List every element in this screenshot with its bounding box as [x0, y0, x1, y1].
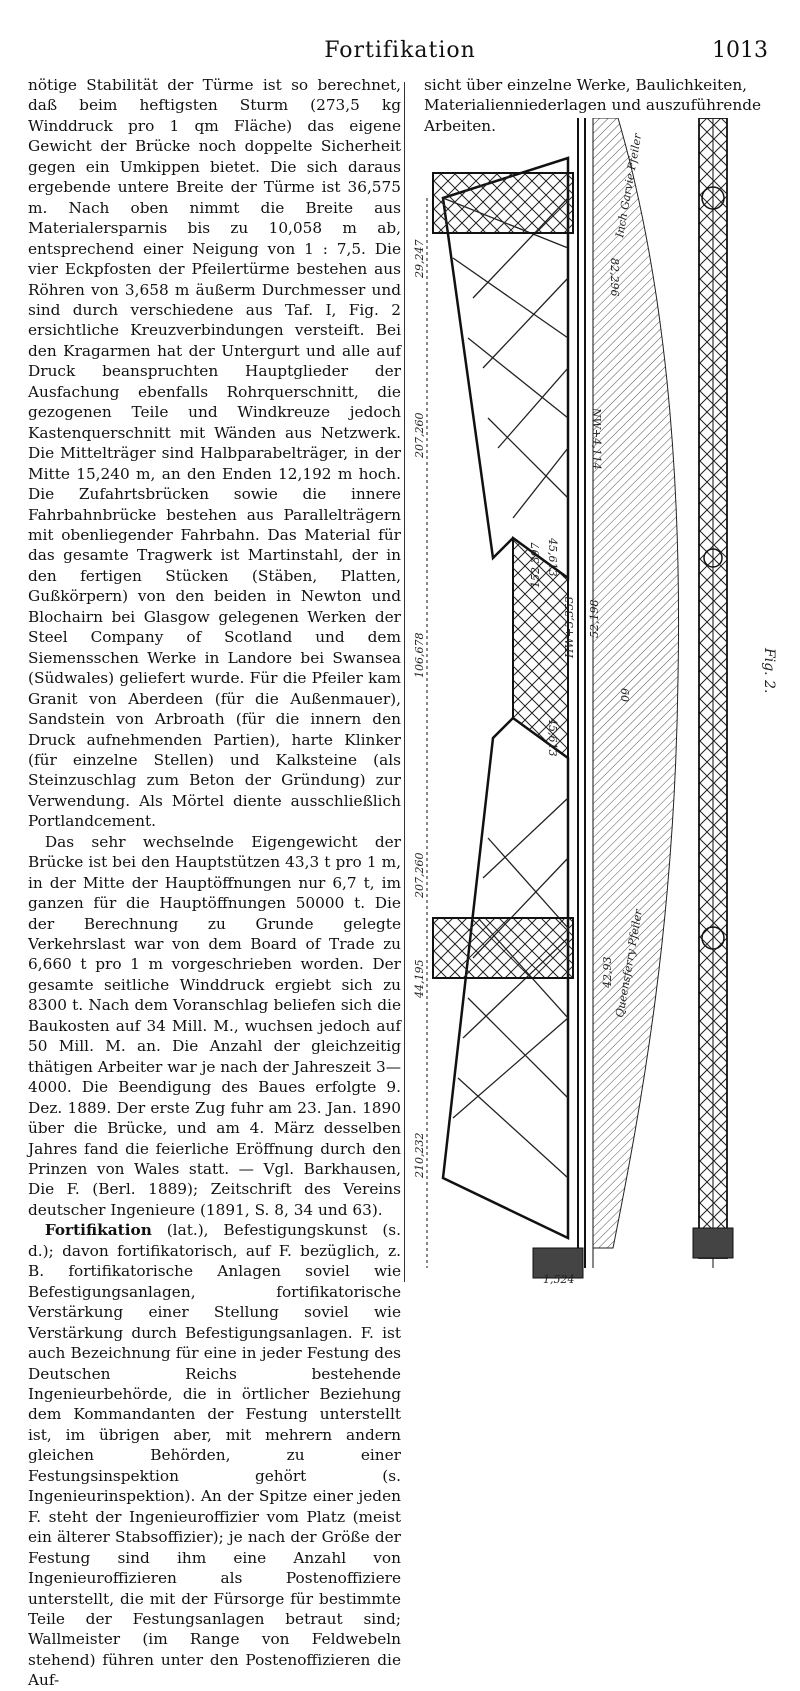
dim-centre-depth: 60	[618, 688, 631, 702]
column-divider	[404, 82, 405, 1282]
dim-upper-clearance: 45,613	[546, 538, 559, 577]
bridge-drawing	[413, 118, 795, 1288]
dim-lower-span: 207,260	[413, 852, 426, 898]
pier-label-lower: Queensferry Pfeiler	[613, 908, 645, 1019]
dictionary-entry	[28, 1220, 401, 1690]
water-strip	[593, 118, 679, 1248]
dim-bottom: 1,524	[543, 1273, 575, 1286]
dim-centre-height: 152,397	[529, 542, 542, 588]
dim-hw-level: HW+3,353	[563, 596, 576, 658]
right-column-text: sicht über einzelne Werke, Baulichkeiten, Materialienniederlagen und auszuführende Arbeiten.	[424, 76, 762, 135]
figure-caption: Fig. 2.	[761, 648, 777, 694]
left-column	[28, 75, 401, 1691]
dim-lower-pier-depth: 42,93	[601, 956, 614, 988]
dim-top-height: 29,247	[413, 239, 426, 278]
truss-upper-inner	[443, 198, 568, 518]
truss-lower-inner	[453, 798, 568, 1178]
entry-body: (lat.), Befestigungskunst (s. d.); davon fortifikatorisch, auf F. bezüglich, z. B. fortifikatorische Anlagen soviel wie Befestigungsanlagen, fortifikatorische Verstärkung einer Stellung soviel wie Verstärkung durch Befestigungsanlagen. F. ist auch Bezeichnung für eine in jeder Festung des Deutschen Reichs bestehende Ingenieurbehörde, die in örtlicher Beziehung dem Kommandanten der Festung unterstellt ist, im übrigen aber, mit mehrern andern gleichen Behörden, zu einer Festungsinspektion gehört (s. Ingenieurinspektion). An der Spitze einer jeden F. steht der Ingenieuroffizier vom Platz (meist ein älterer Stabsoffizier); je nach der Größe der Festung sind ihm eine Anzahl von Ingenieuroffizieren als Postenoffiziere unterstellt, die mit der Fürsorge für bestimmte Teile der Festungsanlagen betraut sind; Wallmeister (im Range von Feldwebeln stehend) führen unter den Postenoffizieren die Auf-	[28, 1221, 401, 1690]
page-number: 1013	[712, 38, 768, 63]
dim-inner-pier-top: 82,296	[608, 258, 621, 297]
side-view-body	[699, 118, 727, 1258]
dim-upper-span: 207,260	[413, 412, 426, 458]
running-title: Fortifikation	[324, 38, 476, 63]
paragraph-1: nötige Stabilität der Türme ist so berechnet, daß beim heftigsten Sturm (273,5 kg Winddruck pro 1 qm Fläche) das eigene Gewicht der Brücke noch doppelte Sicherheit gegen ein Umkippen bietet. Die sich daraus ergebende untere Breite der Türme ist 36,575 m. Nach oben nimmt die Breite aus Materialersparnis bis zu 10,058 m ab, entsprechend einer Neigung von 1 : 7,5. Die vier Eckpfosten der Pfeilertürme bestehen aus Röhren von 3,658 m äußerm Durchmesser und sind durch verschiedene aus Taf. I, Fig. 2 ersichtliche Kreuzverbindungen versteift. Bei den Kragarmen hat der Untergurt und alle auf Druck beanspruchten Hauptglieder der Ausfachung ebenfalls Rohrquerschnitt, die gezogenen Teile und Windkreuze jedoch Kastenquerschnitt mit Wänden aus Netzwerk. Die Mittelträger sind Halbparabelträger, in der Mitte 15,240 m, an den Enden 12,192 m hoch. Die Zufahrtsbrücken sowie die innere Fahrbahnbrücke bestehen aus Parallelträgern mit obenliegender Fahrbahn. Das Material für das gesamte Tragwerk ist Martinstahl, der in den fertigen Stücken (Stäben, Platten, Gußkörpern) von den beiden in Newton und Blochairn bei Glasgow gelegenen Werken der Steel Company of Scotland und dem Siemensschen Werke in Landore bei Swansea (Südwales) geliefert wurde. Für die Pfeiler kam Granit von Aberdeen (für die Außenmauer), Sandstein von Arbroath (für die innern den Druck aufnehmenden Partien), harte Klinker (für einzelne Stellen) und Kalksteine (als Steinzuschlag zum Beton der Gründung) zur Verwendung. Als Mörtel diente ausschließlich Portlandcement.	[28, 76, 401, 831]
dim-inner-pier-depth: 52,198	[588, 599, 601, 638]
bridge-figure	[413, 118, 795, 1288]
dim-middle-span: 106,678	[413, 632, 426, 678]
paragraph-2: Das sehr wechselnde Eigengewicht der Brücke ist bei den Hauptstützen 43,3 t pro 1 m, in der Mitte der Hauptöffnungen nur 6,7 t, im ganzen für die Hauptöffnungen 50000 t. Die der Berechnung zu Grunde gelegte Verkehrslast war von dem Board of Trade zu 6,660 t pro 1 m vorgeschrieben worden. Der gesamte seitliche Winddruck ergiebt sich zu 8300 t. Nach dem Voranschlag beliefen sich die Baukosten auf 34 Mill. M., wuchsen jedoch auf 50 Mill. M. an. Die Anzahl der gleichzeitig thätigen Arbeiter war je nach der Jahreszeit 3—4000. Die Beendigung des Baues erfolgte 9. Dez. 1889. Der erste Zug fuhr am 23. Jan. 1890 über die Brücke, und am 4. März desselben Jahres fand die feierliche Eröffnung durch den Prinzen von Wales statt. — Vgl. Barkhausen, Die F. (Berl. 1889); Zeitschrift des Vereins deutscher Ingenieure (1891, S. 8, 34 und 63).	[28, 832, 401, 1219]
dim-pier-height: 44,195	[413, 959, 426, 998]
side-view-base	[693, 1228, 733, 1258]
entry-headword: Fortifikation	[44, 1221, 152, 1240]
pier-tower-upper	[433, 173, 573, 233]
dim-water-level-top: NW+4,114	[590, 408, 603, 470]
pier-label-upper: Inch Garvie Pfeiler	[613, 132, 645, 239]
dim-base-span: 210,232	[413, 1132, 426, 1178]
dim-lower-clearance: 45,613	[546, 718, 559, 757]
pier-tower-lower	[433, 918, 573, 978]
